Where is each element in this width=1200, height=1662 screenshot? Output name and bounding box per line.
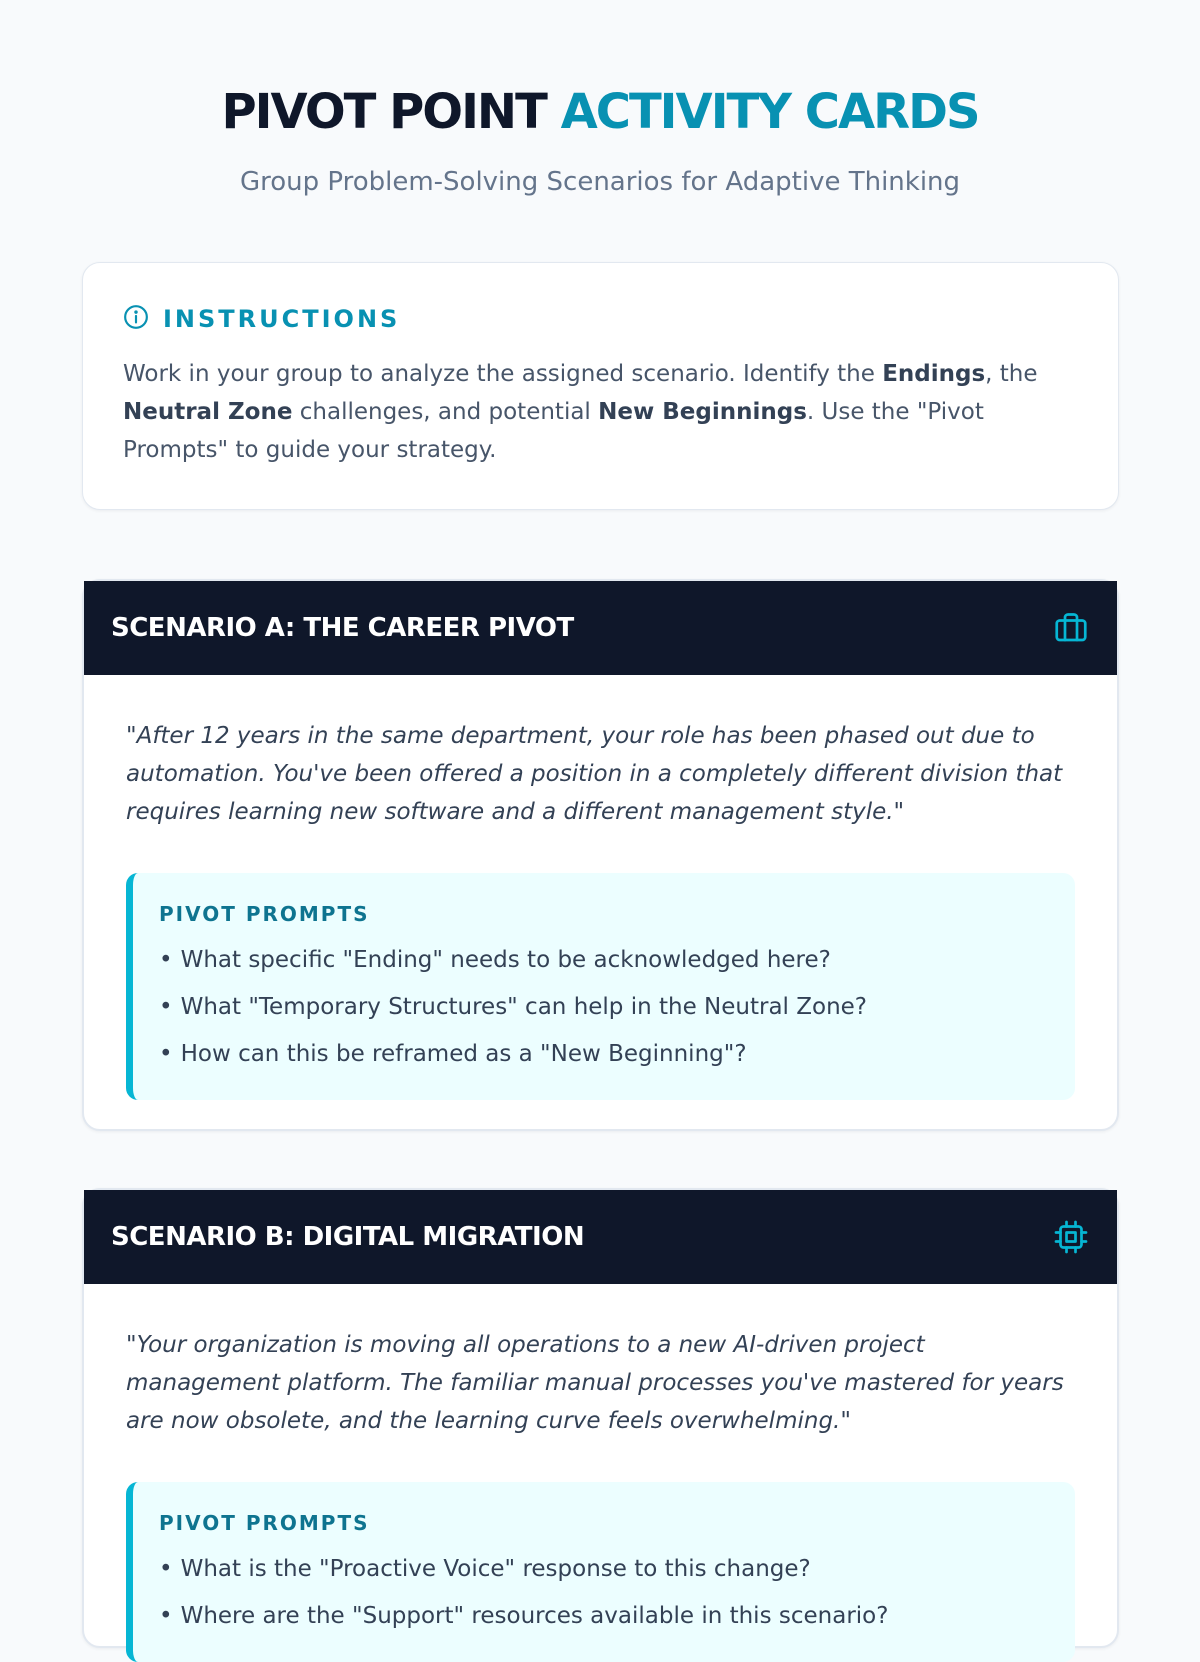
pivot-prompts-list (159, 1546, 1047, 1640)
prompt-text: What specific "Ending" needs to be acknowledged here? (180, 947, 831, 973)
scenario-body (84, 1284, 1117, 1662)
instructions-header (123, 303, 1078, 335)
prompt-text: How can this be reframed as a "New Beginning"? (180, 1041, 747, 1067)
instructions-bold-neutral-zone: Neutral Zone (123, 399, 293, 425)
bullet-icon: • (159, 1041, 173, 1067)
title-accent: ACTIVITY CARDS (560, 84, 979, 140)
title-main: PIVOT POINT (221, 84, 546, 140)
instructions-bold-new-beginnings: New Beginnings (598, 399, 807, 425)
prompt-text: Where are the "Support" resources available in this scenario? (180, 1603, 889, 1629)
scenario-header (84, 581, 1117, 675)
scenario-title: SCENARIO A: THE CAREER PIVOT (111, 613, 574, 643)
instructions-label: INSTRUCTIONS (163, 305, 401, 333)
pivot-prompts-box (126, 873, 1075, 1100)
info-icon (123, 304, 149, 334)
instructions-text-part: Work in your group to analyze the assigned scenario. Identify the (123, 361, 883, 387)
prompt-text: What "Temporary Structures" can help in the Neutral Zone? (180, 994, 868, 1020)
scenario-quote: "Your organization is moving all operations to a new AI-driven project management platform. The familiar manual processes you've mastered for years are now obsolete, and the learning curve feels overwhelming." (126, 1332, 1064, 1434)
prompt-text: What is the "Proactive Voice" response to this change? (180, 1556, 811, 1582)
bullet-icon: • (159, 947, 173, 973)
pivot-prompts-label: PIVOT PROMPTS (159, 902, 370, 926)
scenario-quote: "After 12 years in the same department, your role has been phased out due to automation. You've been offered a position in a completely different division that requires learning new software and a different management style." (126, 723, 1063, 825)
page-subtitle: Group Problem-Solving Scenarios for Adaptive Thinking (239, 167, 961, 197)
pivot-prompts-label: PIVOT PROMPTS (159, 1511, 370, 1535)
cpu-icon (1053, 1219, 1089, 1255)
prompt-item (159, 984, 1047, 1031)
instructions-text-part: , the (985, 361, 1038, 387)
bullet-icon: • (159, 1556, 173, 1582)
scenario-body (84, 675, 1117, 1100)
instructions-text-part: . Use the "Pivot Prompts" to guide your strategy. (123, 399, 984, 463)
prompt-item (159, 937, 1047, 984)
instructions-bold-endings: Endings (882, 361, 986, 387)
bullet-icon: • (159, 1603, 173, 1629)
bullet-icon: • (159, 994, 173, 1020)
instructions-panel (82, 262, 1119, 510)
instructions-text-part: challenges, and potential (292, 399, 599, 425)
prompt-item (159, 1593, 1047, 1640)
scenario-card-b (82, 1188, 1119, 1648)
scenario-header (84, 1190, 1117, 1284)
prompt-item (159, 1546, 1047, 1593)
scenario-title: SCENARIO B: DIGITAL MIGRATION (111, 1222, 585, 1252)
instructions-text (123, 355, 1078, 469)
prompt-item (159, 1031, 1047, 1078)
pivot-prompts-box (126, 1482, 1075, 1662)
page-title (0, 82, 1200, 142)
page-header (0, 82, 1200, 198)
pivot-prompts-list (159, 937, 1047, 1078)
scenario-card-a (82, 579, 1119, 1131)
briefcase-icon (1053, 610, 1089, 646)
